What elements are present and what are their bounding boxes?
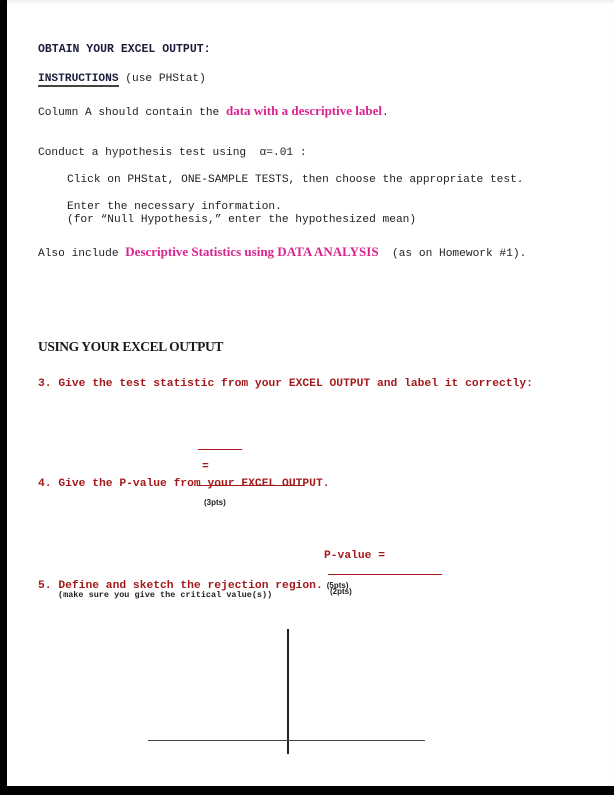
hypothesis-step-2b: (for “Null Hypothesis,” enter the hypothesized mean): [67, 214, 417, 226]
label-blank[interactable]: [198, 448, 242, 450]
question-5-subnote: (make sure you give the critical value(s)): [58, 590, 273, 600]
column-a-instruction: [38, 103, 389, 119]
also-highlight: Descriptive Statistics using DATA ANALYSIS: [125, 244, 379, 259]
hypothesis-line: Conduct a hypothesis test using α=.01 :: [38, 147, 307, 159]
question-5-text: 5. Define and sketch the rejection region.: [38, 580, 323, 592]
column-a-suffix: .: [381, 107, 389, 119]
question-4-answer: [308, 527, 442, 617]
also-suffix: (as on Homework #1).: [378, 248, 527, 260]
question-3-points: (3pts): [204, 498, 226, 507]
instructions-label: INSTRUCTIONS: [38, 73, 119, 85]
worksheet-page: [7, 0, 614, 786]
also-include-line: [38, 244, 526, 260]
column-a-prefix: Column A should contain the: [38, 107, 226, 119]
vertical-axis: [287, 629, 289, 754]
question-3-answer: [182, 420, 304, 528]
question-5-points: (5pts): [326, 581, 349, 590]
using-heading: USING YOUR EXCEL OUTPUT: [38, 339, 223, 354]
also-prefix: Also include: [38, 248, 126, 260]
equals-sign: =: [202, 461, 209, 473]
obtain-heading: OBTAIN YOUR EXCEL OUTPUT:: [38, 43, 211, 56]
hypothesis-step-2a: Enter the necessary information.: [67, 201, 282, 213]
p-value-label: P-value =: [324, 550, 386, 562]
instructions-note: (use PHStat): [118, 73, 206, 85]
question-4-text: 4. Give the P-value from your EXCEL OUTPUT.: [38, 478, 330, 490]
column-a-highlight: data with a descriptive label: [225, 103, 382, 118]
instructions-line: [38, 73, 206, 85]
hypothesis-step-1: Click on PHStat, ONE-SAMPLE TESTS, then choose the appropriate test.: [67, 174, 524, 186]
horizontal-axis: [148, 740, 425, 741]
question-3-text: 3. Give the test statistic from your EXCEL OUTPUT and label it correctly:: [38, 378, 533, 390]
question-4-points: (2pts): [330, 587, 352, 596]
